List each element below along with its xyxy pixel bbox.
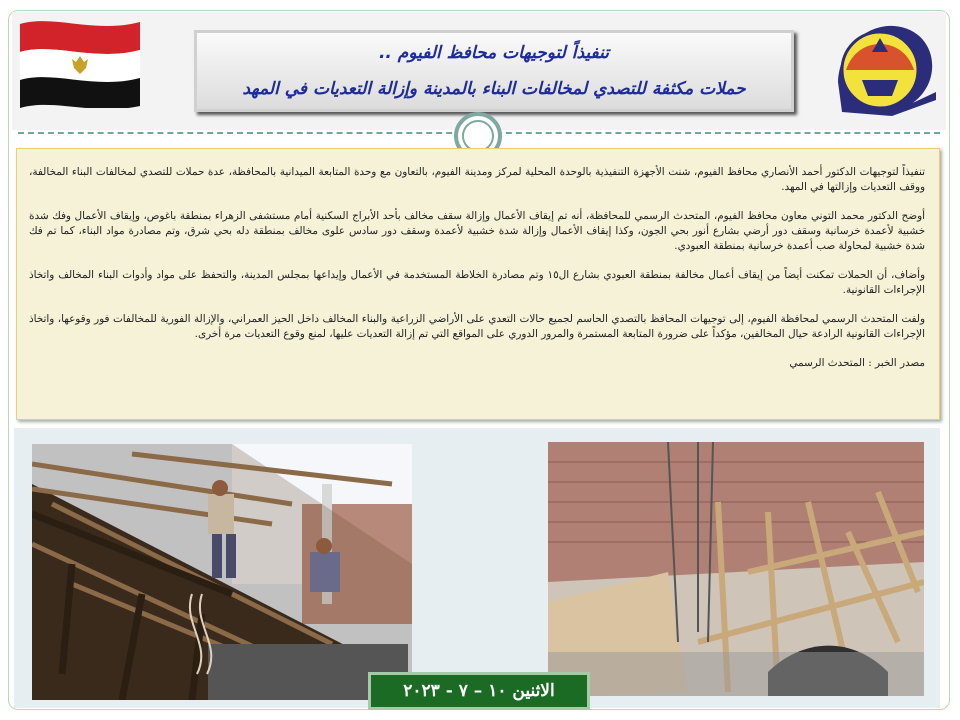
article-paragraph-1: تنفيذاً لتوجيهات الدكتور أحمد الأنصاري محافظ الفيوم، شنت الأجهزة التنفيذية بالوحدة المحلية لمركز ومدينة الفيوم، بالتعاون مع وحدة المتابعة الميدانية بالمحافظة، عدة حملات للتصدي لمخالفات البناء المخالفة، ووقف التعديات وإزالتها في المهد. bbox=[29, 166, 925, 193]
fayoum-governorate-logo bbox=[832, 22, 940, 118]
article-source: مصدر الخبر : المتحدث الرسمي bbox=[789, 357, 925, 369]
egypt-flag bbox=[14, 16, 146, 108]
demolition-photo-right bbox=[548, 442, 924, 696]
headline-line2: حملات مكثفة للتصدي لمخالفات البناء بالمدينة وإزالة التعديات في المهد bbox=[242, 79, 746, 99]
article-paragraph-3: وأضاف، أن الحملات تمكنت أيضاً من إيقاف أعمال مخالفة بمنطقة العبودي بشارع ال١٥ وتم مصادرة الخلاطة المستخدمة في الأعمال وإيداعها بمجلس المدينة، والتحفظ على مواد وأدوات البناء المخالف واتخاذ الإجراءات القانونية. bbox=[29, 269, 925, 296]
article-paragraph-2: أوضح الدكتور محمد التوني معاون محافظ الفيوم، المتحدث الرسمي للمحافظة، أنه تم إيقاف الأعمال وإزالة سقف مخالف بأحد الأبراج السكنية أمام مستشفى الزهراء بمنطقة باغوص، وإيقاف الأعمال وفك شدة خشبية لأعمدة خرسانية وسقف دور أرضي بشارع أنور بحي الجون، وكذا إيقاف الأعمال وإزالة شدة خشبية لأعمدة وسقف دور سادس علوى مخالف بمنطقة دله بحي شرق، وتم مصادرة مواد البناء، كما تم فك شدة خشبية لمحاولة صب أعمدة خرسانية بمنطقة العبودي. bbox=[29, 210, 925, 252]
article-body bbox=[16, 148, 940, 420]
date-badge: الاثنين ١٠ – ٧ - ٢٠٢٣ bbox=[368, 672, 590, 710]
headline-box bbox=[194, 30, 794, 112]
demolition-photo-left bbox=[32, 444, 412, 700]
article-paragraph-4: ولفت المتحدث الرسمي لمحافظة الفيوم، إلى توجيهات المحافظ بالتصدي الحاسم لجميع حالات التعدي على الأراضي الزراعية والبناء المخالف داخل الحيز العمراني، والإزالة الفورية للمخالفات فور وقوعها، واتخاذ الإجراءات القانونية الرادعة حيال المخالفين، مؤكداً على ضرورة المتابعة المستمرة والمرور الدوري على المواقع التي تم إزالة التعديات عليها، لمنع وقوع التعديات مرة أخرى. bbox=[29, 313, 925, 340]
headline-line1: تنفيذاً لتوجيهات محافظ الفيوم .. bbox=[378, 43, 610, 63]
